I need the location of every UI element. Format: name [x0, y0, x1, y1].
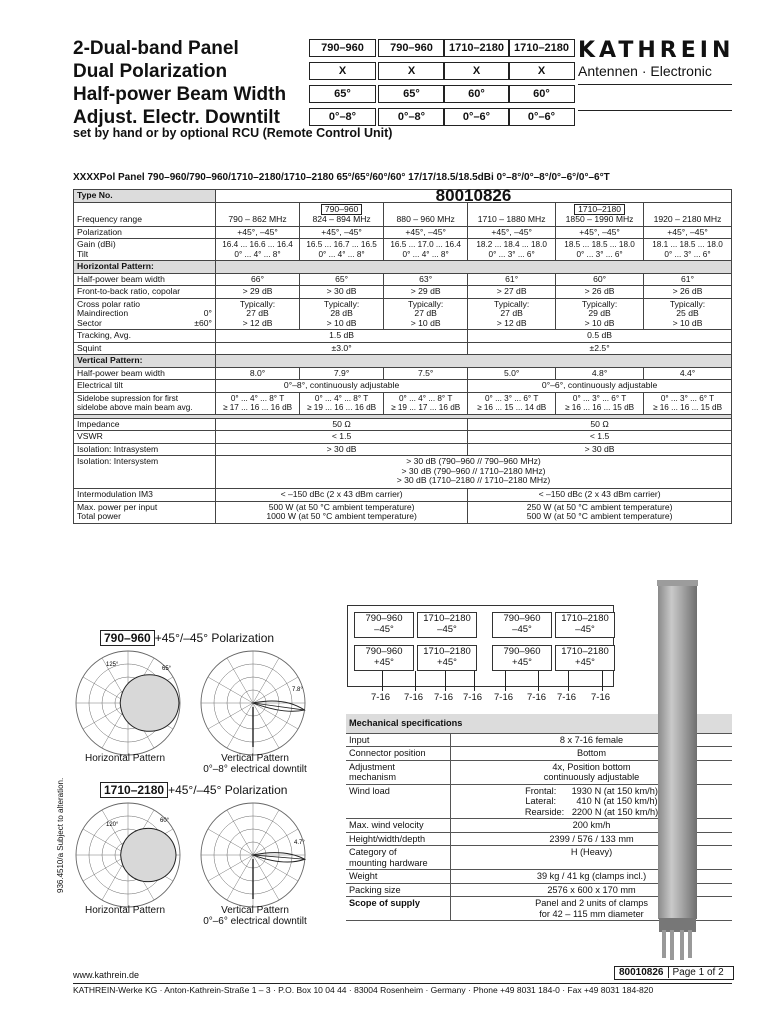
mech-label-line: Max. wind velocity: [349, 820, 424, 830]
mech-label: [346, 760, 451, 784]
iso-intra-low: > 30 dB: [216, 443, 468, 456]
ftb-label: Front-to-back ratio, copolar: [74, 286, 216, 299]
port-box-top: [354, 612, 414, 638]
vhpbw-row: [74, 367, 732, 380]
header-cell: 60°: [443, 85, 510, 103]
mech-label-line: Category of: [349, 847, 397, 857]
xpol-main-val: 25 dB: [676, 308, 699, 318]
port-box-bottom: [417, 645, 477, 671]
xpol-typ: Typically:: [323, 298, 360, 309]
xpol-sector-val: > 10 dB: [672, 317, 703, 328]
sls-value: ≥ 16 ... 15 ... 14 dB: [477, 403, 547, 412]
freq-cell: 1710 – 1880 MHz: [468, 202, 556, 226]
sls-tilt: 0° ... 3° ... 6° T: [572, 393, 627, 403]
mech-label: [346, 883, 451, 897]
port-lead: [505, 671, 506, 691]
model-line: XXXXPol Panel 790–960/790–960/1710–2180/1710–2180 65°/65°/60°/60° 17/17/18.5/18.5dBi 0°–8°/0°–8°/0°–6°/0°–6°T: [73, 172, 610, 183]
total-power-low: 1000 W (at 50 °C ambient temperature): [266, 511, 417, 521]
spec-table: [73, 186, 732, 524]
mech-value-line: for 42 – 115 mm diameter: [539, 908, 644, 919]
type-label: Type No.: [74, 190, 216, 203]
gain-cell: [556, 239, 644, 261]
title-line-2: Dual Polarization: [73, 61, 228, 82]
iso-intra-high: > 30 dB: [468, 443, 732, 456]
iso-intra-label: Isolation: Intrasystem: [74, 443, 216, 456]
gain-cell: [644, 239, 732, 261]
sidelobe-row: [74, 392, 732, 414]
sls-tilt: 0° ... 3° ... 6° T: [660, 393, 715, 403]
ftb-cell: > 27 dB: [468, 286, 556, 299]
pol-label: Polarization: [74, 226, 216, 239]
port-lead: [568, 671, 569, 691]
pol-cell: +45°, –45°: [644, 226, 732, 239]
xpol-sector-val: > 10 dB: [326, 317, 357, 328]
iso-inter-line: > 30 dB (790–960 // 790–960 MHz): [406, 456, 541, 466]
port-band: 790–960: [503, 646, 541, 657]
band-low-box: 790–960: [321, 204, 362, 216]
vswr-low: < 1.5: [216, 431, 468, 444]
port-band: 790–960: [365, 646, 403, 657]
sls-value: ≥ 19 ... 16 ... 16 dB: [307, 403, 377, 412]
tilt-value: 0° ... 3° ... 6°: [576, 249, 623, 259]
port-band: 790–960: [365, 613, 403, 624]
hpbw-label: Half-power beam width: [74, 273, 216, 286]
mechanical-title: Mechanical specifications: [346, 714, 732, 733]
port-lead: [538, 671, 539, 691]
port-lead: [415, 671, 416, 691]
xpol-cell: [556, 298, 644, 330]
divider: [578, 84, 732, 85]
connector-label: 7-16: [434, 692, 454, 703]
xpol-main: Maindirection: [77, 308, 129, 318]
im3-high: < –150 dBc (2 x 43 dBm carrier): [468, 489, 732, 502]
xpol-typ: Typically:: [239, 298, 276, 309]
tracking-high: 0.5 dB: [468, 330, 732, 343]
mech-value-line: 200 km/h: [572, 820, 611, 830]
iso-inter-values: [216, 456, 732, 489]
mech-label: [346, 846, 451, 870]
sls-value: ≥ 16 ... 16 ... 15 dB: [565, 403, 635, 412]
ftb-cell: > 26 dB: [556, 286, 644, 299]
xpol-cell: [384, 298, 468, 330]
mech-value-line: Panel and 2 units of clamps: [535, 898, 648, 908]
mech-value-line: 2576 x 600 x 170 mm: [547, 884, 636, 895]
port-box-bottom: [555, 645, 615, 671]
title-line-4: Adjust. Electr. Downtilt: [73, 107, 280, 128]
kathrein-logo: KATHREIN: [578, 38, 735, 63]
logo-subtitle: Antennen · Electronic: [578, 63, 712, 79]
hpbw-cell: 63°: [384, 273, 468, 286]
mech-label-line: Wind load: [349, 785, 390, 796]
xpol-typ: Typically:: [493, 298, 530, 309]
port-box-top: [417, 612, 477, 638]
im3-label: Intermodulation IM3: [74, 489, 216, 502]
gain-value: 16.5 ... 16.7 ... 16.5: [306, 240, 377, 249]
v-caption-title: Vertical Pattern: [221, 753, 289, 764]
mech-value-line: Bottom: [576, 748, 607, 758]
vhpbw-cell: 7.9°: [300, 367, 384, 380]
v-caption-tilt: 0°–6° electrical downtilt: [203, 916, 307, 927]
port-box-bottom: [354, 645, 414, 671]
sls-value: ≥ 19 ... 17 ... 16 dB: [391, 403, 461, 412]
connector-label: 7-16: [557, 692, 577, 703]
sls-label-2: sidelobe above main beam avg.: [77, 403, 193, 412]
tilt-value: 0° ... 4° ... 8°: [402, 249, 449, 259]
total-power-label: Total power: [77, 511, 121, 521]
header-cell: 60°: [508, 85, 575, 103]
xpol-sector-line: [77, 319, 212, 329]
mech-label-line: Adjustment: [349, 761, 395, 772]
ftb-cell: > 29 dB: [384, 286, 468, 299]
sls-label-1: Sidelobe supression for first: [77, 393, 179, 403]
mech-value-line: 2399 / 576 / 133 mm: [549, 833, 634, 844]
port-pol: +45°: [512, 657, 532, 668]
xpol-main-val: 29 dB: [588, 308, 611, 318]
xpol-title: Cross polar ratio: [77, 298, 141, 309]
vhpbw-cell: 8.0°: [216, 367, 300, 380]
port-band: 1710–2180: [561, 646, 609, 657]
iso-inter-line: > 30 dB (1710–2180 // 1710–2180 MHz): [396, 475, 551, 485]
impedance-label: Impedance: [74, 418, 216, 431]
sls-cell: [384, 392, 468, 414]
mech-label: [346, 747, 451, 761]
port-box-top: [555, 612, 615, 638]
tilt-value: 0° ... 4° ... 8°: [318, 249, 365, 259]
mech-label: [346, 733, 451, 747]
port-lead: [474, 671, 475, 691]
divider: [578, 110, 732, 111]
pol-cell: +45°, –45°: [300, 226, 384, 239]
mech-value-line: Rearside: 2200 N (at 150 km/h): [524, 806, 659, 817]
website-link[interactable]: www.kathrein.de: [73, 970, 140, 980]
sls-tilt: 0° ... 4° ... 8° T: [314, 393, 369, 403]
port-band: 1710–2180: [423, 646, 471, 657]
page-indicator: [614, 966, 734, 980]
title-line-3: Half-power Beam Width: [73, 84, 287, 105]
xpol-main-val: 28 dB: [330, 308, 353, 318]
mech-value-line: continuously adjustable: [543, 772, 640, 782]
xpol-sector-val: > 10 dB: [584, 317, 615, 328]
max-power-high: 250 W (at 50 °C ambient temperature): [526, 501, 673, 512]
pol-cell: +45°, –45°: [468, 226, 556, 239]
header-cell: 0°–6°: [508, 108, 575, 126]
header-cell: X: [378, 62, 445, 80]
mech-value-line: 8 x 7-16 female: [559, 734, 624, 745]
sls-tilt: 0° ... 4° ... 8° T: [230, 393, 285, 403]
gain-value: 18.5 ... 18.5 ... 18.0: [564, 240, 635, 249]
xpol-main-val: 27 dB: [414, 308, 437, 318]
sls-tilt: 0° ... 3° ... 6° T: [484, 393, 539, 403]
mech-label: [346, 819, 451, 833]
total-power-high: 500 W (at 50 °C ambient temperature): [526, 511, 673, 521]
low-band-pattern-title: [100, 630, 274, 646]
header-cell: X: [443, 62, 510, 80]
header-cell: 790–960: [309, 39, 376, 57]
sls-cell: [216, 392, 300, 414]
freq-cell: 880 – 960 MHz: [384, 202, 468, 226]
high-h-angle-label: 120°: [106, 822, 119, 828]
mech-value-line: Frontal: 1930 N (at 150 km/h): [525, 785, 658, 796]
vhpbw-label: Half-power beam width: [74, 367, 216, 380]
tilt-value: 0° ... 3° ... 6°: [488, 249, 535, 259]
freq-cell: 790 – 862 MHz: [216, 202, 300, 226]
mech-value-line: H (Heavy): [570, 847, 613, 857]
xpol-sector-deg: ±60°: [194, 317, 212, 328]
sls-tilt: 0° ... 4° ... 8° T: [398, 393, 453, 403]
low-band-label: 790–960: [100, 630, 155, 646]
h-pattern-caption: Horizontal Pattern: [84, 753, 166, 764]
xpol-row: [74, 298, 732, 330]
freq-value: 824 – 894 MHz: [312, 214, 371, 224]
xpol-label: [74, 298, 216, 330]
freq-cell: [300, 202, 384, 226]
port-band: 1710–2180: [423, 613, 471, 624]
high-h-angle-label: 60°: [160, 818, 170, 824]
document-code: 936.4510/a Subject to alteration.: [56, 777, 65, 893]
gain-tilt-label: [74, 239, 216, 261]
port-lead: [382, 671, 383, 691]
header-cell: 0°–8°: [309, 108, 376, 126]
subtitle: set by hand or by optional RCU (Remote Control Unit): [73, 126, 393, 140]
connector-label: 7-16: [591, 692, 611, 703]
gain-value: 16.5 ... 17.0 ... 16.4: [390, 240, 461, 249]
freq-cell: [556, 202, 644, 226]
hpbw-cell: 65°: [300, 273, 384, 286]
vertical-header: Vertical Pattern:: [74, 355, 216, 368]
mech-label: [346, 870, 451, 884]
iso-inter-label: Isolation: Intersystem: [74, 456, 216, 489]
sls-cell: [468, 392, 556, 414]
mech-value-line: Lateral: 410 N (at 150 km/h): [525, 796, 658, 806]
v-caption-tilt: 0°–8° electrical downtilt: [203, 764, 307, 775]
connector-label: 7-16: [494, 692, 514, 703]
gain-value: 16.4 ... 16.6 ... 16.4: [222, 240, 293, 249]
header-cell: 1710–2180: [443, 39, 510, 57]
mech-label-line: Height/width/depth: [349, 833, 426, 844]
mech-label-line: Input: [349, 734, 370, 745]
header-cell: 790–960: [378, 39, 445, 57]
vswr-label: VSWR: [74, 431, 216, 444]
low-v-angle-label: 7.8°: [292, 687, 303, 693]
xpol-typ: Typically:: [669, 298, 706, 309]
connector-label: 7-16: [404, 692, 424, 703]
max-power-low: 500 W (at 50 °C ambient temperature): [268, 501, 415, 512]
etilt-low: 0°–8°, continuously adjustable: [216, 380, 468, 393]
port-band: 1710–2180: [561, 613, 609, 624]
header-cell: 65°: [309, 85, 376, 103]
squint-label: Squint: [74, 342, 216, 355]
vhpbw-cell: 7.5°: [384, 367, 468, 380]
ftb-cell: > 26 dB: [644, 286, 732, 299]
header-cell: 65°: [378, 85, 445, 103]
xpol-sector: Sector: [77, 317, 102, 328]
xpol-cell: [300, 298, 384, 330]
pol-row: [74, 226, 732, 239]
xpol-sector-val: > 12 dB: [496, 317, 527, 328]
power-low: [216, 501, 468, 523]
hpbw-cell: 61°: [468, 273, 556, 286]
pol-cell: +45°, –45°: [384, 226, 468, 239]
pol-cell: +45°, –45°: [556, 226, 644, 239]
tracking-label: Tracking, Avg.: [74, 330, 216, 343]
tilt-label: Tilt: [77, 248, 89, 259]
sls-label: [74, 392, 216, 414]
v-caption-title: Vertical Pattern: [221, 905, 289, 916]
xpol-main-deg: 0°: [203, 308, 212, 318]
hpbw-row: [74, 273, 732, 286]
sls-cell: [300, 392, 384, 414]
impedance-high: 50 Ω: [468, 418, 732, 431]
freq-cell: 1920 – 2180 MHz: [644, 202, 732, 226]
xpol-cell: [468, 298, 556, 330]
gain-value: 18.1 ... 18.5 ... 18.0: [652, 240, 723, 249]
mech-label-line: Scope of supply: [349, 898, 420, 908]
antenna-image: [653, 580, 703, 965]
tilt-value: 0° ... 3° ... 6°: [664, 249, 711, 259]
mech-value-line: 39 kg / 41 kg (clamps incl.): [536, 871, 647, 881]
header-cell: X: [508, 62, 575, 80]
port-box-bottom: [492, 645, 552, 671]
squint-high: ±2.5°: [468, 342, 732, 355]
xpol-typ: Typically:: [581, 298, 618, 309]
high-v-angle-label: 4.7°: [294, 840, 305, 846]
header-cell: X: [309, 62, 376, 80]
gain-row: [74, 239, 732, 261]
band-high-box: 1710–2180: [574, 204, 625, 216]
gain-cell: [300, 239, 384, 261]
ftb-cell: > 30 dB: [300, 286, 384, 299]
header-cell: 1710–2180: [508, 39, 575, 57]
pol-cell: +45°, –45°: [216, 226, 300, 239]
gain-cell: [468, 239, 556, 261]
port-lead: [602, 671, 603, 691]
xpol-sector-val: > 12 dB: [242, 317, 273, 328]
etilt-label: Electrical tilt: [74, 380, 216, 393]
xpol-cell: [216, 298, 300, 330]
gain-label: Gain (dBi): [77, 239, 116, 249]
tracking-low: 1.5 dB: [216, 330, 468, 343]
mech-label-line: mechanism: [349, 772, 396, 782]
squint-low: ±3.0°: [216, 342, 468, 355]
footer-rule: [73, 983, 732, 984]
tilt-value: 0° ... 4° ... 8°: [234, 249, 281, 259]
vhpbw-cell: 5.0°: [468, 367, 556, 380]
gain-cell: [384, 239, 468, 261]
polarization-label: +45°/–45° Polarization: [168, 783, 288, 797]
h-pattern-caption: Horizontal Pattern: [84, 905, 166, 916]
hpbw-cell: 66°: [216, 273, 300, 286]
header-cell: 0°–6°: [443, 108, 510, 126]
freq-label: Frequency range: [74, 202, 216, 226]
freq-value: 1850 – 1990 MHz: [565, 214, 634, 224]
mech-label-line: Packing size: [349, 884, 401, 895]
mech-label-line: Connector position: [349, 748, 426, 758]
vhpbw-cell: 4.4°: [644, 367, 732, 380]
port-pol: +45°: [437, 657, 457, 668]
gain-cell: [216, 239, 300, 261]
polarization-label: +45°/–45° Polarization: [154, 631, 275, 645]
vhpbw-cell: 4.8°: [556, 367, 644, 380]
sls-cell: [644, 392, 732, 414]
hpbw-cell: 61°: [644, 273, 732, 286]
port-pol: –45°: [512, 624, 532, 635]
horizontal-pattern-lobe: [120, 675, 179, 732]
max-power-label: Max. power per input: [77, 501, 158, 512]
port-pol: +45°: [575, 657, 595, 668]
impedance-low: 50 Ω: [216, 418, 468, 431]
etilt-high: 0°–6°, continuously adjustable: [468, 380, 732, 393]
low-h-angle-label: 65°: [162, 666, 172, 672]
title-line-1: 2-Dual-band Panel: [73, 38, 239, 59]
ftb-row: [74, 286, 732, 299]
mech-label: [346, 784, 451, 819]
port-box-top: [492, 612, 552, 638]
port-pol: –45°: [374, 624, 394, 635]
hpbw-cell: 60°: [556, 273, 644, 286]
v-pattern-caption: [190, 905, 320, 927]
power-label: [74, 501, 216, 523]
xpol-main-val: 27 dB: [500, 308, 523, 318]
horizontal-pattern-lobe: [121, 828, 176, 881]
page-number: Page 1 of 2: [668, 967, 724, 978]
power-high: [468, 501, 732, 523]
mech-label-line: Weight: [349, 871, 378, 881]
type-number: 80010826: [216, 190, 732, 203]
mech-label: [346, 897, 451, 921]
port-pol: +45°: [374, 657, 394, 668]
v-pattern-caption: [190, 753, 320, 775]
mech-value-line: 4x, Position bottom: [552, 761, 631, 772]
header-cell: 0°–8°: [378, 108, 445, 126]
port-pol: –45°: [437, 624, 457, 635]
footer-address: KATHREIN-Werke KG · Anton-Kathrein-Straße 1 – 3 · P.O. Box 10 04 44 · 83004 Rosenheim · Germany · Phone +49 8031 184-0 · Fax +49 8031 184-820: [73, 985, 654, 995]
iso-inter-line: > 30 dB (790–960 // 1710–2180 MHz): [401, 465, 546, 476]
low-h-angle-label: 125°: [106, 662, 119, 668]
ftb-cell: > 29 dB: [216, 286, 300, 299]
port-pol: –45°: [575, 624, 595, 635]
connector-label: 7-16: [463, 692, 483, 703]
high-band-label: 1710–2180: [100, 782, 168, 798]
sls-value: ≥ 16 ... 16 ... 15 dB: [652, 403, 723, 412]
sls-cell: [556, 392, 644, 414]
xpol-cell: [644, 298, 732, 330]
im3-low: < –150 dBc (2 x 43 dBm carrier): [216, 489, 468, 502]
footer-type-no: 80010826: [619, 967, 664, 978]
xpol-sector-val: > 10 dB: [410, 317, 441, 328]
horizontal-header: Horizontal Pattern:: [74, 261, 216, 274]
mech-label-line: mounting hardware: [349, 857, 428, 868]
xpol-main-val: 27 dB: [246, 308, 269, 318]
mech-label: [346, 832, 451, 846]
port-band: 790–960: [503, 613, 541, 624]
gain-value: 18.2 ... 18.4 ... 18.0: [476, 240, 547, 249]
xpol-typ: Typically:: [407, 298, 444, 309]
port-lead: [445, 671, 446, 691]
connector-label: 7-16: [371, 692, 391, 703]
vswr-high: < 1.5: [468, 431, 732, 444]
connector-label: 7-16: [527, 692, 547, 703]
sls-value: ≥ 17 ... 16 ... 16 dB: [222, 403, 293, 412]
